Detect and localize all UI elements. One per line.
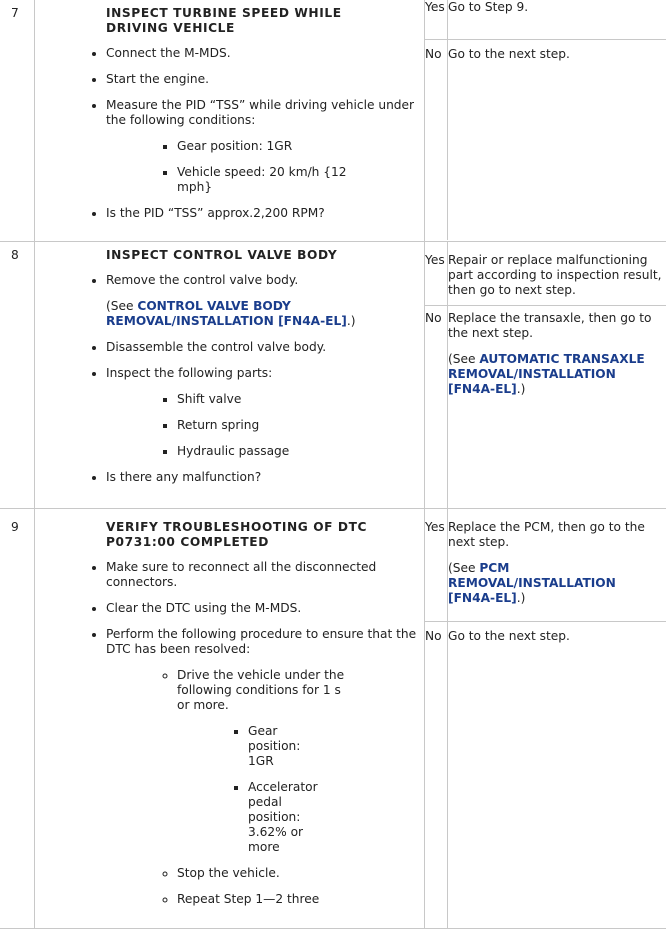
action-item: • Is there any malfunction? bbox=[106, 470, 424, 485]
condition-list bbox=[177, 724, 424, 855]
yes-result: Go to Step 9. bbox=[448, 0, 667, 39]
yes-result: Repair or replace malfunctioning part according to inspection result, then go to next step. bbox=[448, 242, 667, 306]
yes-label: Yes bbox=[425, 0, 445, 14]
action-item: • Disassemble the control valve body. bbox=[106, 340, 424, 355]
step-number: 8 bbox=[11, 247, 19, 262]
action-text: Inspect the following parts: bbox=[106, 365, 273, 380]
no-label: No bbox=[425, 39, 448, 240]
action-item bbox=[106, 366, 424, 459]
procedure-item: ◦ Repeat Step 1—2 three bbox=[177, 892, 424, 907]
step-row-9 bbox=[0, 508, 666, 928]
yes-label: Yes bbox=[425, 519, 445, 534]
action-item: • Start the engine. bbox=[106, 72, 424, 87]
action-item bbox=[106, 98, 424, 195]
yes-no-table bbox=[425, 0, 666, 240]
action-item: • Make sure to reconnect all the disconnected connectors. bbox=[106, 560, 396, 590]
action-item: • Is the PID “TSS” approx.2,200 RPM? bbox=[106, 206, 424, 221]
action-item: • Connect the M-MDS. bbox=[106, 46, 424, 61]
no-label: No bbox=[425, 306, 448, 508]
action-list bbox=[35, 560, 424, 907]
yes-no-table bbox=[425, 242, 666, 508]
yes-no-table bbox=[425, 509, 666, 928]
yes-label: Yes bbox=[425, 252, 445, 267]
part-item: ▪ Shift valve bbox=[177, 392, 424, 407]
parts-list bbox=[106, 392, 424, 459]
step-title: VERIFY TROUBLESHOOTING OF DTC P0731:00 COMPLETED bbox=[106, 519, 368, 549]
see-reference: (See PCM REMOVAL/INSTALLATION [FN4A-EL].) bbox=[448, 560, 616, 605]
reference-link[interactable]: PCM REMOVAL/INSTALLATION [FN4A-EL] bbox=[448, 560, 616, 605]
procedure-item: ◦ Drive the vehicle under the following conditions for 1 s or more. ▪ Gear position: 1GR ▪ Accelerator pedal position: 3.62% or more bbox=[177, 668, 424, 855]
no-result: Go to the next step. bbox=[448, 622, 667, 928]
step-number: 7 bbox=[11, 6, 19, 20]
action-item bbox=[106, 273, 424, 329]
action-text: Measure the PID “TSS” while driving vehicle under the following conditions: bbox=[106, 98, 415, 127]
action-list bbox=[35, 273, 424, 485]
condition-item: ▪ Accelerator pedal position: 3.62% or more bbox=[248, 780, 318, 855]
part-item: ▪ Hydraulic passage bbox=[177, 444, 424, 459]
see-reference: (See CONTROL VALVE BODY REMOVAL/INSTALLATION [FN4A-EL].) bbox=[106, 298, 356, 328]
action-item bbox=[106, 627, 424, 907]
yes-result: Replace the PCM, then go to the next step. (See PCM REMOVAL/INSTALLATION [FN4A-EL].) bbox=[448, 509, 667, 622]
condition-item: ▪ Vehicle speed: 20 km/h {12 mph} bbox=[177, 165, 347, 195]
condition-list bbox=[106, 139, 424, 195]
step-row-8 bbox=[0, 241, 666, 508]
step-number: 9 bbox=[11, 519, 19, 534]
reference-link[interactable]: CONTROL VALVE BODY REMOVAL/INSTALLATION [FN4A-EL] bbox=[106, 298, 347, 328]
action-item: • Clear the DTC using the M-MDS. bbox=[106, 601, 424, 616]
part-item: ▪ Return spring bbox=[177, 418, 424, 433]
step-title: INSPECT TURBINE SPEED WHILE DRIVING VEHICLE bbox=[106, 6, 342, 35]
action-list bbox=[35, 46, 424, 221]
no-result: Go to the next step. bbox=[448, 39, 667, 240]
action-text: Perform the following procedure to ensure that the DTC has been resolved: bbox=[106, 626, 417, 656]
step-title: INSPECT CONTROL VALVE BODY bbox=[106, 247, 338, 262]
reference-link[interactable]: AUTOMATIC TRANSAXLE REMOVAL/INSTALLATION [FN4A-EL] bbox=[448, 352, 645, 396]
no-label: No bbox=[425, 622, 448, 928]
condition-item: ▪ Gear position: 1GR bbox=[177, 139, 424, 154]
procedure-item: ◦ Stop the vehicle. bbox=[177, 866, 424, 881]
step-row-7 bbox=[0, 0, 666, 241]
no-result: Replace the transaxle, then go to the next step. (See AUTOMATIC TRANSAXLE REMOVAL/INSTALLATION [FN4A-EL].) bbox=[448, 306, 667, 508]
see-reference: (See AUTOMATIC TRANSAXLE REMOVAL/INSTALLATION [FN4A-EL].) bbox=[448, 352, 645, 396]
action-text: Remove the control valve body. bbox=[106, 272, 299, 287]
procedure-list bbox=[106, 668, 424, 907]
condition-item: ▪ Gear position: 1GR bbox=[248, 724, 318, 769]
